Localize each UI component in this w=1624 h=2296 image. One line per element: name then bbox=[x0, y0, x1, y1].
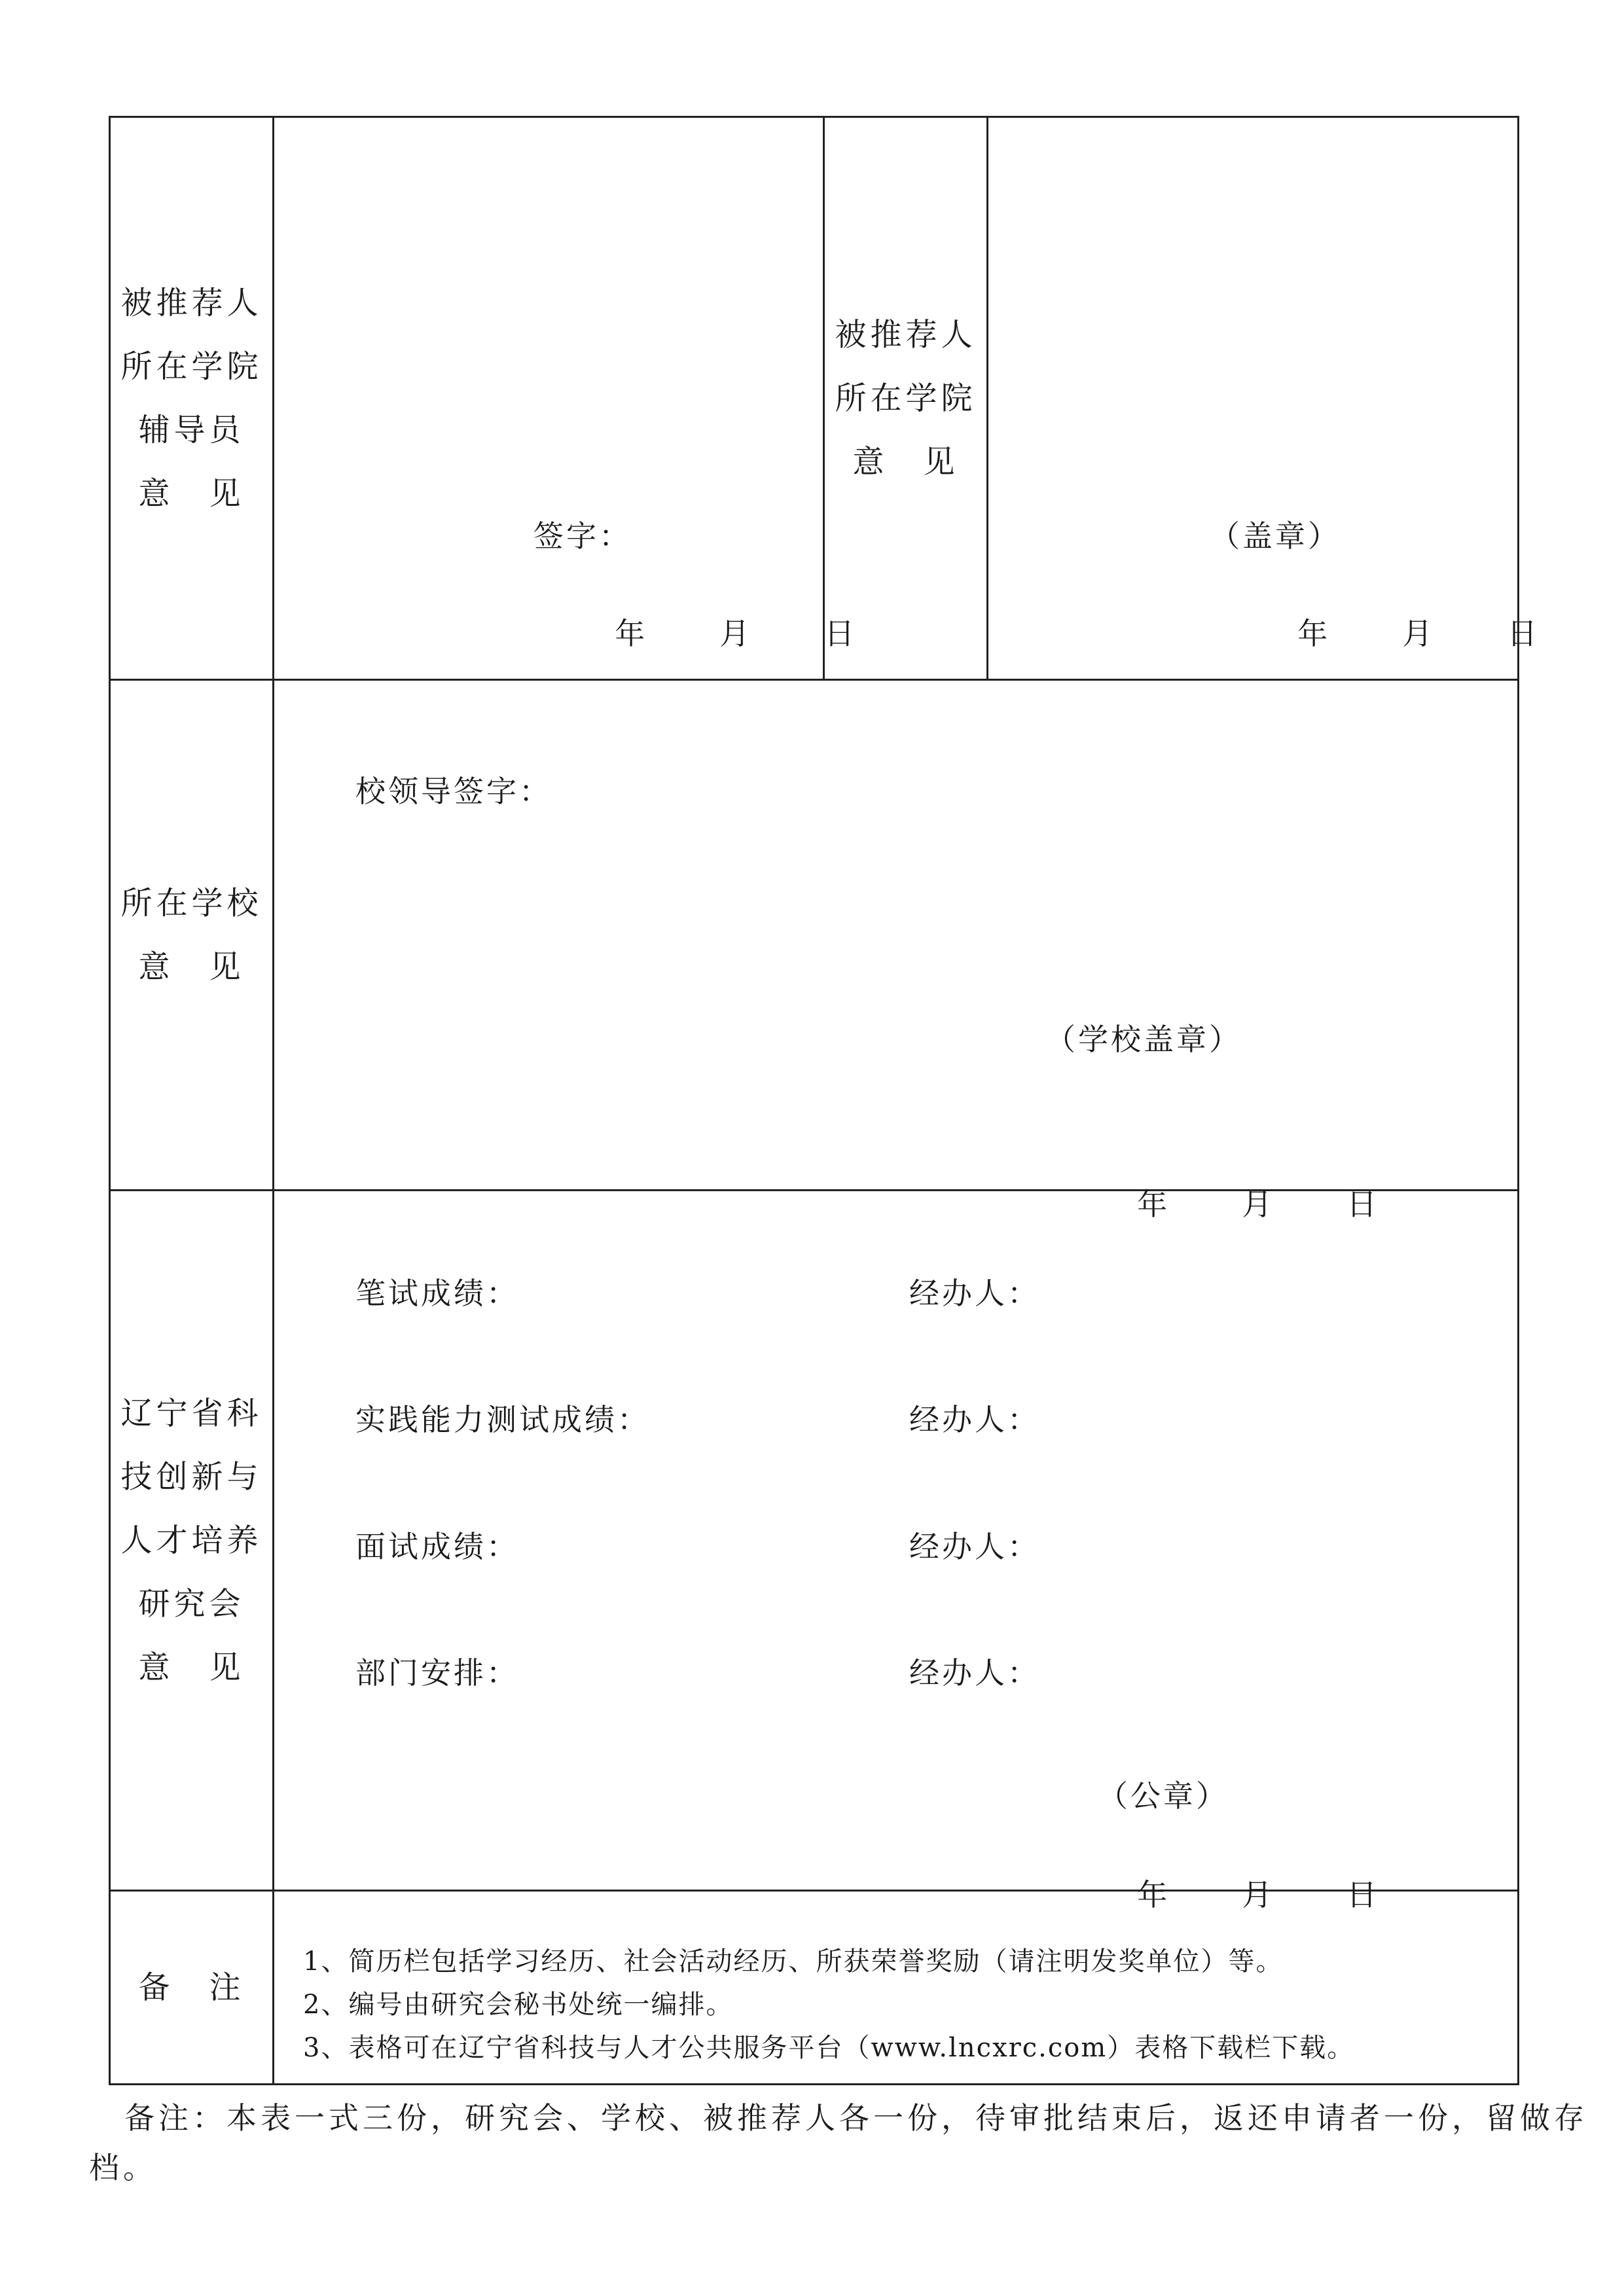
label-line: 所在学院 bbox=[835, 380, 977, 416]
counselor-opinion-label-cell bbox=[110, 117, 274, 680]
interview-score-label: 面试成绩： bbox=[355, 1529, 519, 1564]
notes-label bbox=[111, 1956, 272, 2019]
label-line: 辽宁省科 bbox=[120, 1395, 262, 1431]
handler-label: 经办人： bbox=[909, 1402, 1040, 1437]
footer-note-line: 备注：本表一式三份，研究会、学校、被推荐人各一份，待审批结束后，返还申请者一份，留做存 bbox=[124, 2100, 1588, 2136]
date-month: 月 bbox=[719, 616, 750, 651]
date-day: 日 bbox=[824, 616, 855, 651]
footer-note bbox=[89, 2093, 1588, 2193]
college-seal-date bbox=[1202, 575, 1537, 689]
label-line: 技创新与 bbox=[120, 1458, 262, 1495]
society-opinion-label-cell bbox=[110, 1191, 274, 1891]
counselor-opinion-label bbox=[111, 272, 272, 526]
signature-label: 签字： bbox=[533, 518, 632, 554]
label-line: 意 见 bbox=[138, 1649, 245, 1685]
date-year: 年 bbox=[1137, 1877, 1168, 1912]
society-opinion-label bbox=[111, 1382, 272, 1699]
official-seal-label: （公章） bbox=[1098, 1778, 1229, 1814]
label-line: 所在学院 bbox=[120, 348, 262, 385]
college-opinion-label-cell bbox=[824, 117, 988, 680]
school-opinion-label-cell bbox=[110, 680, 274, 1191]
notes-row bbox=[110, 1891, 1519, 2085]
date-month: 月 bbox=[1242, 1877, 1272, 1912]
date-month: 月 bbox=[1402, 616, 1433, 651]
note-item: 3、表格可在辽宁省科技与人才公共服务平台（www.lncxrc.com）表格下载栏下载。 bbox=[303, 2033, 1355, 2063]
counselor-date bbox=[519, 575, 854, 689]
label-line: 意 见 bbox=[138, 475, 245, 512]
label-line: 研究会 bbox=[138, 1585, 245, 1622]
society-opinion-row bbox=[110, 1191, 1519, 1891]
college-opinion-field[interactable] bbox=[988, 117, 1538, 680]
handler-label: 经办人： bbox=[909, 1276, 1040, 1311]
footer-note-line: 档。 bbox=[89, 2150, 157, 2185]
counselor-opinion-field[interactable] bbox=[274, 117, 855, 680]
practice-test-score-label: 实践能力测试成绩： bbox=[355, 1402, 650, 1437]
notes-label-cell bbox=[110, 1891, 274, 2085]
date-day: 日 bbox=[1346, 1877, 1377, 1912]
label-line: 备 注 bbox=[138, 1969, 245, 2005]
seal-label: （盖章） bbox=[1210, 518, 1341, 554]
label-line: 人才培养 bbox=[120, 1522, 262, 1558]
college-opinion-row bbox=[110, 117, 1519, 680]
date-year: 年 bbox=[1137, 1187, 1168, 1222]
handler-label: 经办人： bbox=[909, 1655, 1040, 1691]
school-opinion-label bbox=[111, 872, 272, 999]
college-opinion-label bbox=[825, 303, 986, 493]
handler-label: 经办人： bbox=[909, 1529, 1040, 1564]
label-line: 意 见 bbox=[138, 948, 245, 985]
recommendation-form-table bbox=[109, 116, 1538, 2085]
leader-signature-label: 校领导签字： bbox=[355, 774, 552, 809]
label-line: 辅导员 bbox=[138, 411, 245, 448]
school-seal-label: （学校盖章） bbox=[1045, 1022, 1242, 1057]
society-opinion-field[interactable] bbox=[274, 1191, 1519, 1912]
department-arrangement-label: 部门安排： bbox=[355, 1655, 519, 1691]
school-opinion-field[interactable] bbox=[274, 680, 1519, 1222]
note-item: 1、简历栏包括学习经历、社会活动经历、所获荣誉奖励（请注明发奖单位）等。 bbox=[303, 1946, 1284, 1977]
label-line: 被推荐人 bbox=[835, 316, 977, 353]
note-item: 2、编号由研究会秘书处统一编排。 bbox=[303, 1990, 734, 2020]
notes-content bbox=[274, 1891, 1519, 2085]
written-test-score-label: 笔试成绩： bbox=[355, 1276, 519, 1311]
date-day: 日 bbox=[1507, 616, 1538, 651]
date-year: 年 bbox=[615, 616, 645, 651]
date-month: 月 bbox=[1242, 1187, 1272, 1222]
date-year: 年 bbox=[1297, 616, 1328, 651]
label-line: 被推荐人 bbox=[120, 284, 262, 321]
school-opinion-row bbox=[110, 680, 1519, 1191]
label-line: 所在学校 bbox=[120, 884, 262, 922]
label-line: 意 见 bbox=[852, 443, 959, 480]
date-day: 日 bbox=[1346, 1187, 1377, 1222]
notes-list bbox=[303, 1940, 1354, 2070]
